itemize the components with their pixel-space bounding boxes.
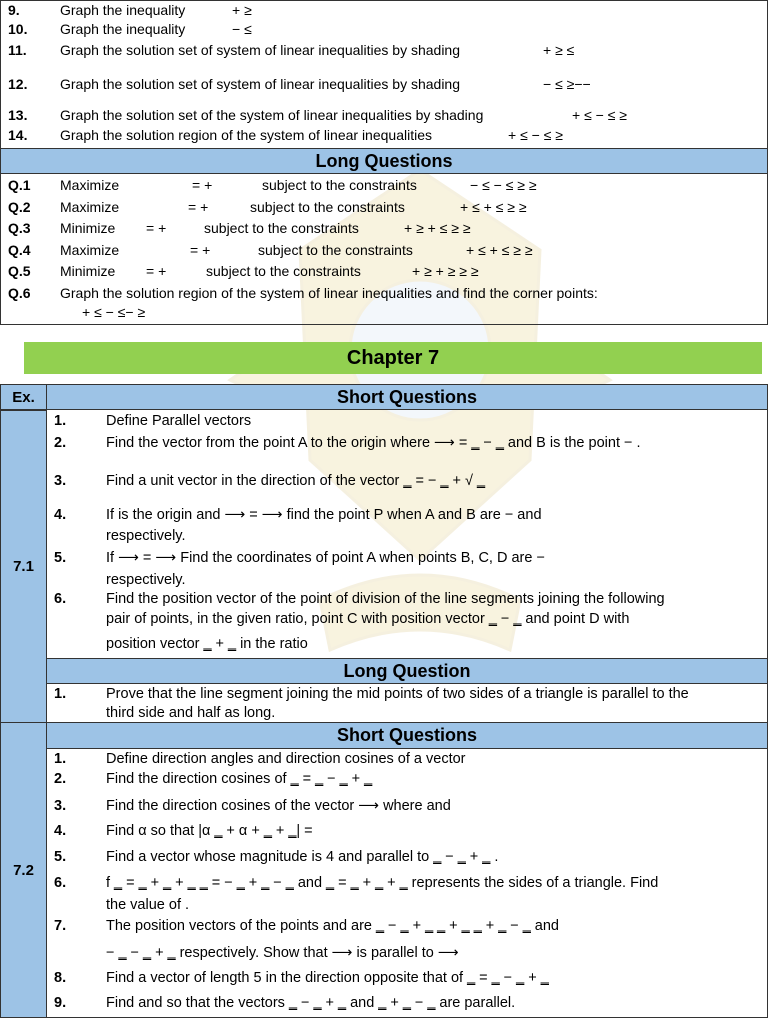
short-questions-header-7-2: Short Questions bbox=[46, 722, 768, 749]
question-text: Find a unit vector in the direction of the vector ‗ = − ‗ + √ ‗ bbox=[106, 473, 485, 489]
question-text: Graph the solution set of the system of linear inequalities by shading bbox=[60, 107, 484, 123]
question-number: 3. bbox=[54, 798, 67, 814]
math-expression: = + bbox=[192, 177, 213, 193]
question-number: 4. bbox=[54, 823, 67, 839]
question-number: 9. bbox=[54, 995, 67, 1011]
question-text: Find the direction cosines of ‗ = ‗ − ‗ + ‗ bbox=[106, 771, 373, 787]
question-text: Graph the solution set of system of linear inequalities by shading bbox=[60, 42, 461, 58]
question-text: respectively. bbox=[106, 572, 186, 588]
question-text: Graph the inequality bbox=[60, 2, 186, 18]
question-text: position vector ‗ + ‗ in the ratio bbox=[106, 636, 308, 652]
question-number: 6. bbox=[54, 591, 67, 607]
question-number: Q.1 bbox=[8, 177, 31, 193]
question-number: 7. bbox=[54, 918, 67, 934]
question-number: 12. bbox=[8, 76, 28, 92]
question-text: Graph the solution region of the system of linear inequalities and find the corner points: bbox=[60, 285, 598, 301]
question-number: 5. bbox=[54, 550, 67, 566]
question-text: Find the direction cosines of the vector ⟶ where and bbox=[106, 798, 451, 814]
question-text: Define Parallel vectors bbox=[106, 413, 252, 429]
question-text: Find and so that the vectors ‗ − ‗ + ‗ and ‗ + ‗ − ‗ are parallel. bbox=[106, 995, 516, 1011]
math-expression: − ≤ bbox=[232, 21, 252, 37]
question-text: Define direction angles and direction cosines of a vector bbox=[106, 751, 466, 767]
math-expression: + ≥ ≤ bbox=[543, 42, 575, 58]
exercise-label-7-2: 7.2 bbox=[0, 722, 47, 1018]
question-number: 3. bbox=[54, 473, 67, 489]
question-text: Find a vector of length 5 in the direction opposite that of ‗ = ‗ − ‗ + ‗ bbox=[106, 970, 549, 986]
question-text: subject to the constraints bbox=[206, 263, 361, 279]
math-expression: + ≥ + ≥ ≥ ≥ bbox=[412, 263, 479, 279]
question-number: Q.5 bbox=[8, 263, 31, 279]
question-text: the value of . bbox=[106, 897, 190, 913]
question-text: Graph the solution region of the system of linear inequalities bbox=[60, 127, 432, 143]
question-text: If is the origin and ⟶ = ⟶ find the point P when A and B are − and bbox=[106, 507, 542, 523]
math-expression: + ≥ + ≤ ≥ ≥ bbox=[404, 220, 471, 236]
long-questions-header: Long Questions bbox=[0, 148, 768, 174]
question-number: 8. bbox=[54, 970, 67, 986]
question-text: Find the position vector of the point of division of the line segments joining the following bbox=[106, 591, 665, 607]
question-number: 13. bbox=[8, 107, 28, 123]
math-expression: = + bbox=[146, 220, 167, 236]
math-expression: + ≤ + ≤ ≥ ≥ bbox=[460, 199, 527, 215]
question-number: Q.2 bbox=[8, 199, 31, 215]
question-number: 1. bbox=[54, 686, 67, 702]
exercise-label-7-1: 7.1 bbox=[0, 410, 47, 723]
ex-column-header: Ex. bbox=[0, 384, 47, 410]
question-text: subject to the constraints bbox=[250, 199, 405, 215]
math-expression: = + bbox=[188, 199, 209, 215]
question-text: Graph the solution set of system of linear inequalities by shading bbox=[60, 76, 461, 92]
question-number: Q.3 bbox=[8, 220, 31, 236]
question-number: 1. bbox=[54, 413, 67, 429]
long-question-header: Long Question bbox=[46, 658, 768, 684]
question-text: Find a vector whose magnitude is 4 and parallel to ‗ − ‗ + ‗ . bbox=[106, 849, 499, 865]
math-expression: + ≤ + ≤ ≥ ≥ bbox=[466, 242, 533, 258]
question-number: 14. bbox=[8, 127, 28, 143]
question-number: 9. bbox=[8, 2, 20, 18]
question-number: 11. bbox=[8, 42, 27, 58]
question-text: − ‗ − ‗ + ‗ respectively. Show that ⟶ is parallel to ⟶ bbox=[106, 945, 459, 961]
question-text: pair of points, in the given ratio, point C with position vector ‗ − ‗ and point D with bbox=[106, 611, 630, 627]
question-text: Find the vector from the point A to the origin where ⟶ = ‗ − ‗ and B is the point − . bbox=[106, 435, 641, 451]
question-text: subject to the constraints bbox=[262, 177, 417, 193]
question-number: 4. bbox=[54, 507, 67, 523]
question-number: 10. bbox=[8, 21, 28, 37]
question-number: 2. bbox=[54, 435, 67, 451]
short-questions-header: Short Questions bbox=[46, 384, 768, 410]
question-verb: Maximize bbox=[60, 242, 120, 258]
question-verb: Maximize bbox=[60, 199, 120, 215]
question-number: Q.6 bbox=[8, 285, 31, 301]
question-text: subject to the constraints bbox=[204, 220, 359, 236]
question-number: 6. bbox=[54, 875, 67, 891]
math-expression: + ≥ bbox=[232, 2, 252, 18]
chapter-title: Chapter 7 bbox=[24, 342, 762, 374]
question-text: Find α so that |α ‗ + α + ‗ + ‗| = bbox=[106, 823, 313, 839]
question-verb: Minimize bbox=[60, 263, 116, 279]
math-expression: = + bbox=[190, 242, 211, 258]
question-number: Q.4 bbox=[8, 242, 31, 258]
question-text: subject to the constraints bbox=[258, 242, 413, 258]
question-text: The position vectors of the points and are ‗ − ‗ + ‗ ‗ + ‗ ‗ + ‗ − ‗ and bbox=[106, 918, 559, 934]
question-number: 1. bbox=[54, 751, 67, 767]
math-expression: − ≤ ≥−− bbox=[543, 76, 591, 92]
math-expression: + ≤ − ≤ ≥ bbox=[572, 107, 627, 123]
math-expression: = + bbox=[146, 263, 167, 279]
question-text: If ⟶ = ⟶ Find the coordinates of point A when points B, C, D are − bbox=[106, 550, 545, 566]
question-verb: Maximize bbox=[60, 177, 120, 193]
question-number: 2. bbox=[54, 771, 67, 787]
question-number: 5. bbox=[54, 849, 67, 865]
math-expression: + ≤ − ≤ ≥ bbox=[508, 127, 563, 143]
question-text: f ‗ = ‗ + ‗ + ‗ ‗ = − ‗ + ‗ − ‗ and ‗ = ‗ + ‗ + ‗ represents the sides of a triangle. Find bbox=[106, 875, 659, 891]
question-text: third side and half as long. bbox=[106, 705, 276, 721]
math-expression: + ≤ − ≤− ≥ bbox=[82, 304, 146, 320]
question-text: respectively. bbox=[106, 528, 186, 544]
question-text: Prove that the line segment joining the mid points of two sides of a triangle is parallel to the bbox=[106, 686, 689, 702]
math-expression: − ≤ − ≤ ≥ ≥ bbox=[470, 177, 537, 193]
question-verb: Minimize bbox=[60, 220, 116, 236]
question-text: Graph the inequality bbox=[60, 21, 186, 37]
